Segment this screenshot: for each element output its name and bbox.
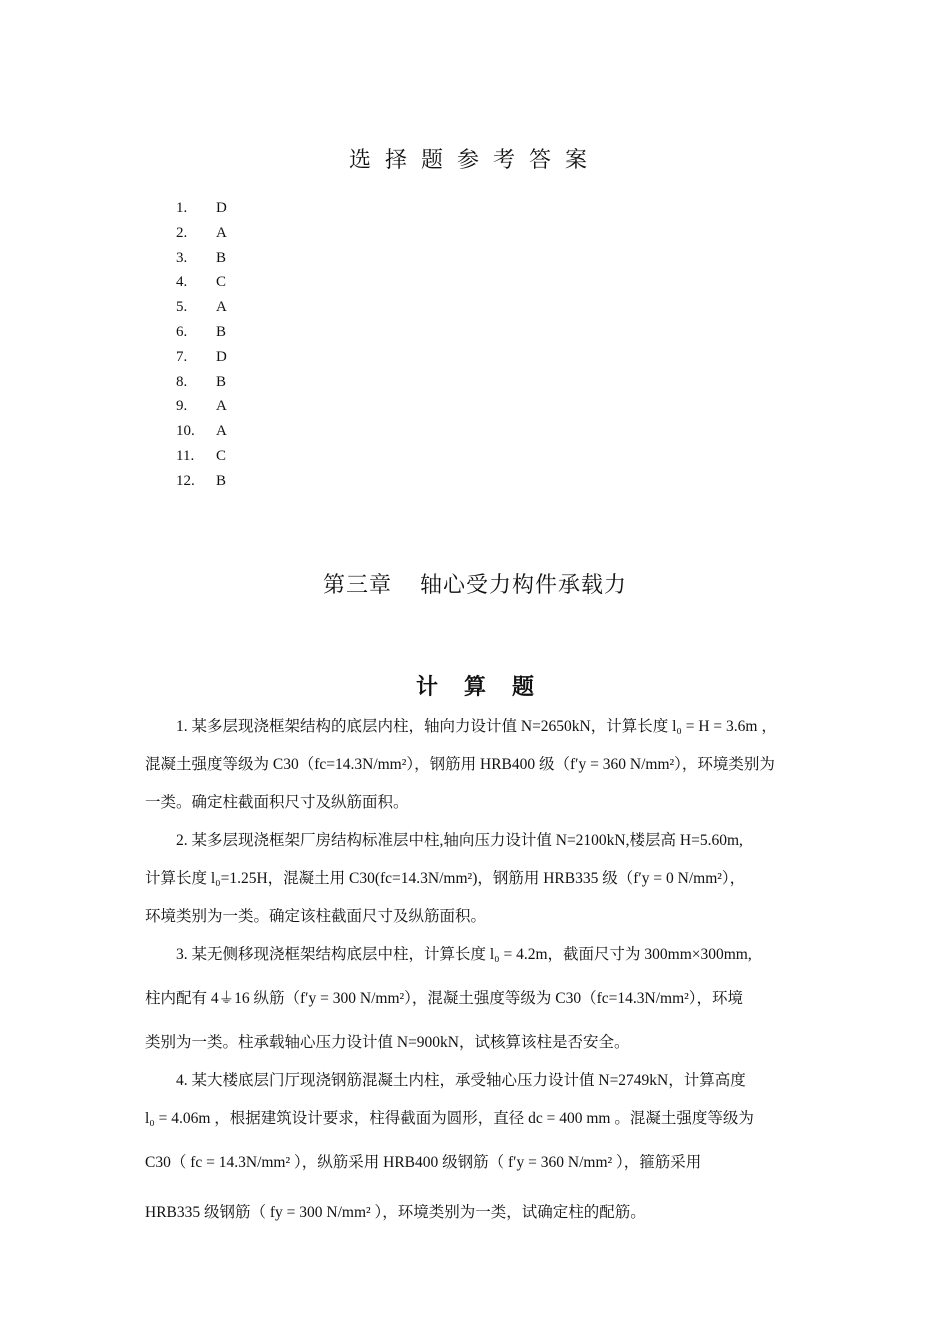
problem-line: 环境类别为一类。确定该柱截面尺寸及纵筋面积。 (145, 908, 487, 925)
problem-line: 柱内配有 4⏚16 纵筋（f′y = 300 N/mm²），混凝土强度等级为 C30（fc=14.3N/mm²），环境 (145, 990, 744, 1007)
problem-line: 2. 某多层现浇框架厂房结构标准层中柱,轴向压力设计值 N=2100kN,楼层高 H=5.60m, (176, 832, 743, 849)
answer-list (176, 196, 227, 494)
problem-4 (145, 1062, 807, 1238)
problem-2 (145, 822, 807, 936)
problem-3 (145, 936, 807, 1062)
chapter-name: 轴心受力构件承载力 (420, 573, 628, 599)
problem-line: 类别为一类。柱承载轴心压力设计值 N=900kN，试核算该柱是否安全。 (145, 1034, 630, 1051)
answer-item: 8. B (176, 373, 227, 390)
answer-item: 9. A (176, 398, 227, 415)
problem-line: 3. 某无侧移现浇框架结构底层中柱，计算长度 l₀ = 4.2m，截面尺寸为 300mm×300mm, (176, 946, 752, 963)
problem-line: C30（ fc = 14.3N/mm² ），纵筋采用 HRB400 级钢筋（ f′y = 360 N/mm² ），箍筋采用 (145, 1154, 702, 1171)
answer-item: 3. B (176, 249, 227, 266)
answer-item: 5. A (176, 299, 227, 316)
problem-1 (145, 708, 807, 822)
answer-item: 1. D (176, 200, 227, 216)
answers-title: 选择题参考答案 (348, 147, 601, 173)
problem-line: l₀ = 4.06m ，根据建筑设计要求，柱得截面为圆形，直径 dc = 400 mm 。混凝土强度等级为 (145, 1110, 754, 1127)
chapter-heading (0, 568, 950, 599)
answer-item: 2. A (176, 224, 227, 241)
problem-line: 1. 某多层现浇框架结构的底层内柱，轴向力设计值 N=2650kN，计算长度 l₀ = H = 3.6m ， (176, 718, 777, 735)
answer-item: 12. B (176, 472, 227, 489)
problem-line: 4. 某大楼底层门厅现浇钢筋混凝土内柱，承受轴心压力设计值 N=2749kN，计算高度 (176, 1072, 746, 1089)
problem-line: 一类。确定柱截面积尺寸及纵筋面积。 (145, 794, 409, 811)
problem-line: HRB335 级钢筋（ fy = 300 N/mm² ），环境类别为一类，试确定柱的配筋。 (145, 1204, 646, 1221)
answer-item: 10. A (176, 423, 227, 440)
answer-item: 7. D (176, 348, 227, 365)
problem-line: 计算长度 l₀=1.25H，混凝土用 C30(fc=14.3N/mm²)，钢筋用 HRB335 级（f′y = 0 N/mm²）， (145, 870, 746, 887)
problem-list (145, 708, 807, 1238)
answer-item: 6. B (176, 323, 227, 340)
section-title: 计算题 (415, 674, 560, 701)
problem-line: 混凝土强度等级为 C30（fc=14.3N/mm²），钢筋用 HRB400 级（f′y = 360 N/mm²），环境类别为 (145, 756, 775, 773)
answer-item: 4. C (176, 274, 227, 291)
answer-item: 11. C (176, 447, 227, 464)
chapter-number: 第三章 (322, 573, 392, 599)
